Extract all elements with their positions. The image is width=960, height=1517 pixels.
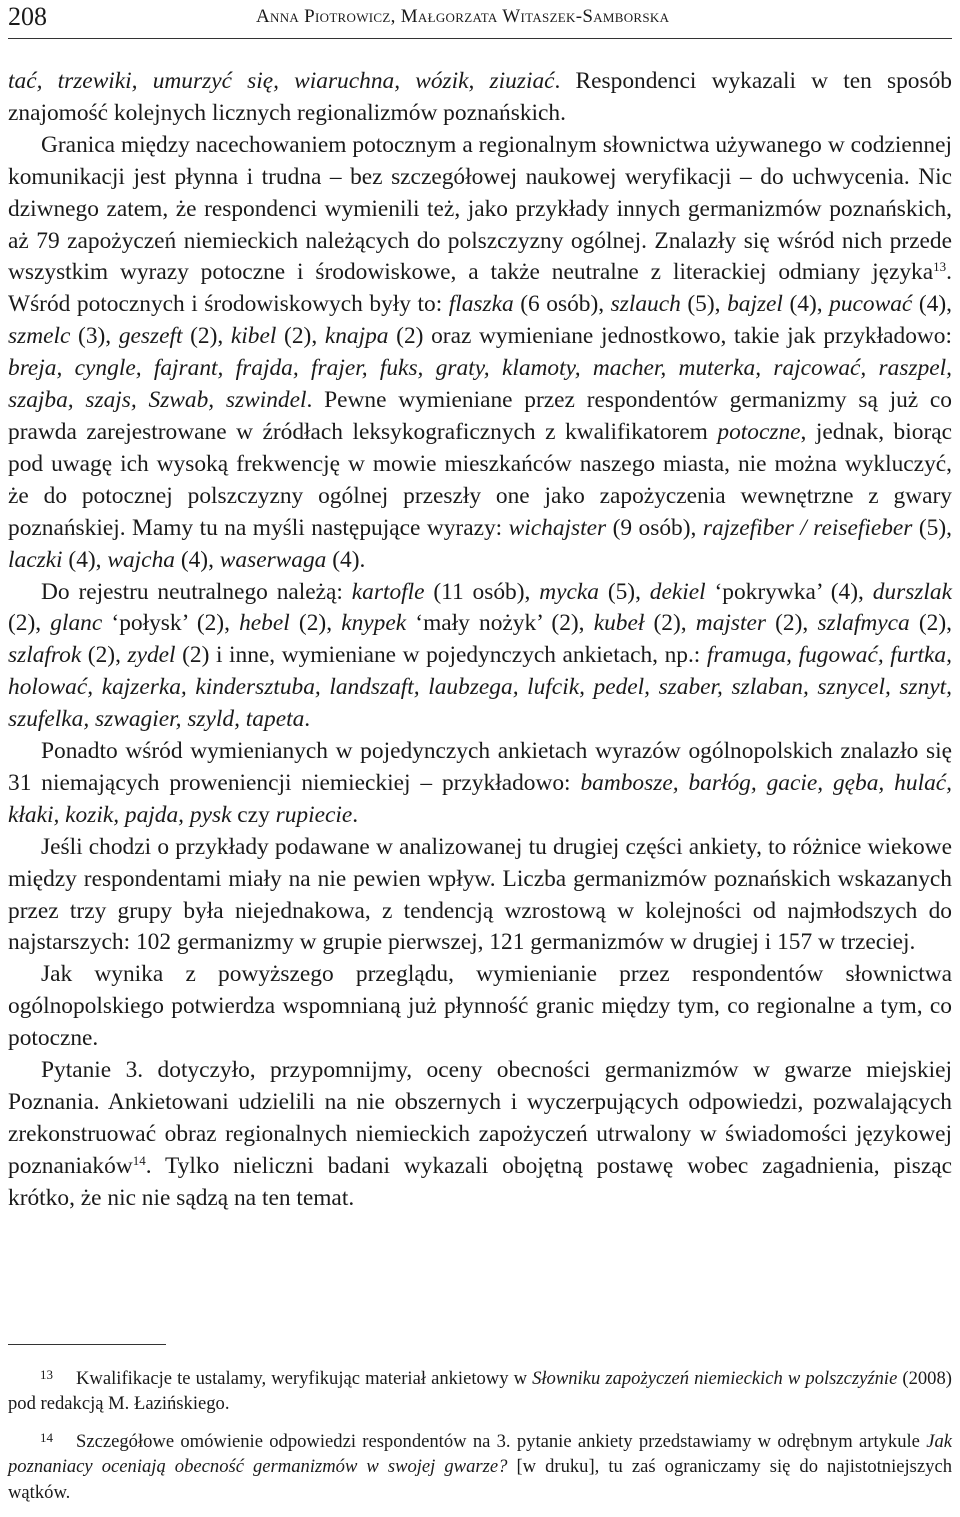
footnote-reference: 14: [132, 1152, 146, 1168]
italic-term: hebel: [239, 610, 290, 637]
text-run: Do rejestru neutralnego należą:: [41, 578, 352, 605]
text-run: . Respondenci wykazali w ten sposób znajomość kolejnych licznych regionalizmów poznańskich.: [8, 68, 952, 126]
text-run: czy: [231, 801, 276, 828]
italic-term: bajzel: [727, 291, 783, 318]
text-run: . Tylko nieliczni badani wykazali obojętną postawę wobec zagadnienia, pisząc krótko, że nic nie sądzą na ten temat.: [8, 1152, 952, 1211]
italic-term: laczki: [8, 546, 63, 573]
text-run: (11 osób),: [424, 578, 540, 605]
italic-term: szlafrok: [8, 642, 82, 669]
text-run: . Pewne wymieniane przez respondentów germanizmy są już co prawda zarejestrowane w źródłach leksykograficznych z kwalifikatorem: [8, 387, 953, 445]
footnote: 14 Szczegółowe omówienie odpowiedzi respondentów na 3. pytanie ankiety przedstawiamy w odrębnym artykule Jak poznaniacy oceniają obecność germanizmów w swojej gwarze? [w druku], tu zaś ograniczamy się do najistotniejszych wątków.: [8, 1429, 952, 1503]
running-head: Anna Piotrowicz, Małgorzata Witaszek-Samborska: [256, 6, 670, 27]
text-run: ‘pokrywka’ (4),: [705, 578, 873, 605]
italic-term: kartofle: [351, 578, 425, 605]
italic-term: Słowniku zapożyczeń niemieckich w polszczyźnie: [532, 1368, 898, 1389]
text-run: (2),: [81, 642, 128, 669]
text-run: (2),: [909, 610, 952, 637]
text-run: Szczegółowe omówienie odpowiedzi respondentów na 3. pytanie ankiety przedstawiamy w odrębnym artykule: [76, 1430, 927, 1452]
page-header: [8, 0, 952, 34]
footnote: 13 Kwalifikacje te ustalamy, weryfikując materiał ankietowy w Słowniku zapożyczeń niemieckich w polszczyźnie (2008) pod redakcją M. Łazińskiego.: [8, 1367, 952, 1415]
italic-term: knajpa: [324, 323, 389, 350]
text-run: (4),: [782, 291, 830, 318]
italic-term: waserwaga: [219, 546, 327, 573]
text-run: Jak wynika z powyższego przeglądu, wymienianie przez respondentów słownictwa ogólnopolskiego potwierdza wspomnianą już płynność granic między tym, co regionalne a tym, co potoczne.: [8, 961, 952, 1052]
italic-term: pucować: [829, 291, 913, 318]
text-run: (4),: [62, 546, 108, 573]
italic-term: wajcha: [107, 546, 175, 573]
text-run: (5),: [598, 578, 650, 605]
text-run: (2),: [644, 610, 696, 637]
italic-term: majster: [695, 610, 766, 637]
italic-term: szmelc: [8, 323, 71, 350]
text-run: Jeśli chodzi o przykłady podawane w analizowanej tu drugiej części ankiety, to różnice wiekowe między respondentami miały na nie pewien wpływ. Liczba germanizmów poznańskich wskazanych przez trzy grupy była niejednakowa, z tendencją wzrostową w kolejności od najmłodszych do najstarszych: 102 germanizmy w grupie pierwszej, 121 germanizmów w drugiej i 157 w trzeciej.: [8, 833, 952, 956]
italic-term: mycka: [539, 578, 599, 605]
text-run: (9 osób),: [606, 514, 703, 541]
text-run: (2),: [765, 610, 818, 637]
italic-term: szlauch: [610, 291, 681, 318]
text-run: (4),: [912, 291, 952, 318]
italic-term: potoczne: [717, 418, 801, 445]
text-run: . Wśród potocznych i środowiskowych były to:: [8, 259, 952, 318]
text-run: (2),: [8, 610, 51, 637]
paragraph: [8, 130, 952, 577]
text-run: (5),: [912, 514, 952, 541]
text-run: ‘mały nożyk’ (2),: [406, 610, 594, 637]
text-run: .: [352, 801, 359, 828]
footnote-separator: [8, 1344, 166, 1345]
text-run: Granica między nacechowaniem potocznym a regionalnym słownictwa używanego w codziennej komunikacji jest płynna i trudna – bez szczegółowej naukowej weryfikacji – do uchwycenia. Nic dziwnego zatem, że respondenci wymienili też, jako przykłady innych germanizmów poznańskich, aż 79 zapożyczeń niemieckich należących do polszczyzny ogólnej. Znalazły się wśród nich przede wszystkim wyrazy potoczne i środowiskowe, a także neutralne z literackiej odmiany języka: [8, 131, 952, 286]
paragraph: [8, 66, 952, 130]
italic-term: kubeł: [593, 610, 645, 637]
italic-term: bambosze, barłóg, gacie, gęba, hulać, kłaki, kozik, pajda, pysk: [8, 769, 952, 828]
italic-term: rupiecie: [275, 801, 353, 828]
italic-term: knypek: [341, 610, 407, 637]
text-run: (6 osób),: [513, 291, 611, 318]
paragraph: [8, 736, 952, 832]
text-run: (2) i inne, wymieniane w pojedynczych ankietach, np.:: [175, 642, 707, 669]
footnote-reference: 13: [933, 259, 947, 275]
italic-term: Jak poznaniacy oceniają obecność germanizmów w swojej gwarze?: [8, 1430, 952, 1478]
italic-term: geszeft: [118, 323, 183, 350]
italic-term: rajzefiber / reisefieber: [702, 514, 913, 541]
text-run: (5),: [680, 291, 728, 318]
paragraph: [8, 577, 952, 737]
italic-term: dekiel: [649, 578, 706, 605]
text-run: Kwalifikacje te ustalamy, weryfikując materiał ankietowy w: [76, 1368, 533, 1389]
paragraph: [8, 959, 952, 1055]
italic-term: glanc: [50, 610, 103, 637]
italic-term: tać, trzewiki, umurzyć się, wiaruchna, wózik, ziuziać: [8, 68, 555, 94]
text-run: Ponadto wśród wymienianych w pojedynczych ankietach wyrazów ogólnopolskich znalazło się 31 niemających proweniencji niemieckiej – przykładowo:: [8, 738, 952, 796]
text-run: Pytanie 3. dotyczyło, przypomnijmy, oceny obecności germanizmów w gwarze miejskiej Poznania. Ankietowani udzielili na nie obszernych i wyczerpujących odpowiedzi, pozwalających zrekonstruować obraz regionalnych niemieckich zapożyczeń utrwalony w świadomości językowej poznaniaków: [8, 1057, 952, 1179]
text-run: (4).: [326, 546, 366, 573]
text-run: (2),: [182, 323, 231, 350]
text-run: ‘połysk’ (2),: [102, 610, 240, 637]
text-run: (4),: [174, 546, 220, 573]
italic-term: durszlak: [872, 578, 952, 605]
italic-term: wichajster: [508, 514, 607, 541]
text-run: (2),: [289, 610, 342, 637]
italic-term: flaszka: [448, 291, 514, 318]
page-number: 208: [8, 2, 47, 31]
italic-term: breja, cyngle, fajrant, frajda, frajer, fuks, graty, klamoty, macher, muterka, rajcować, raszpel, szajba, szajs, Szwab, szwindel: [8, 355, 952, 414]
footnotes: [8, 1366, 952, 1517]
text-run: (2) oraz wymieniane jednostkowo, takie jak przykładowo:: [388, 323, 952, 350]
paragraph: [8, 1055, 952, 1215]
text-run: (3),: [70, 323, 119, 350]
italic-term: framuga, fugować, furtka, holować, kajzerka, kindersztuba, landszaft, laubzega, lufcik, pedel, szaber, szlaban, sznycel, sznyt, szufelka, szwagier, szyld, tapeta: [8, 642, 952, 733]
text-run: (2),: [276, 323, 325, 350]
body-text: [8, 66, 952, 1215]
text-run: , jednak, biorąc pod uwagę ich wysoką frekwencję w mowie mieszkańców naszego miasta, nie można wykluczyć, że do potocznej polszczyzny ogólnej przeszły one jako zapożyczenia wewnętrzne z gwary poznańskiej. Mamy tu na myśli następujące wyrazy:: [8, 418, 953, 541]
text-run: .: [304, 706, 311, 733]
header-rule: [8, 38, 952, 39]
text-run: [w druku], tu zaś ograniczamy się do najistotniejszych wątków.: [8, 1456, 952, 1503]
text-run: (2008) pod redakcją M. Łazińskiego.: [8, 1368, 952, 1415]
italic-term: zydel: [127, 642, 176, 669]
italic-term: szlafmyca: [817, 610, 910, 637]
paragraph: [8, 832, 952, 960]
italic-term: kibel: [230, 323, 277, 350]
